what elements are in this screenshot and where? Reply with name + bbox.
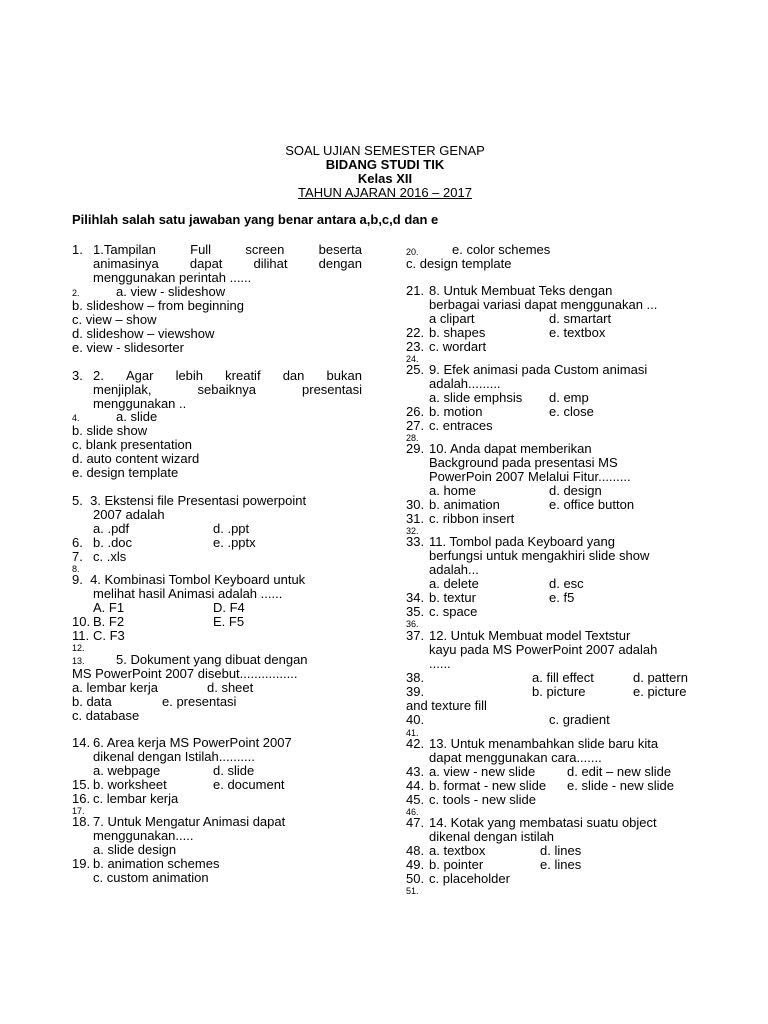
question-10-line2: Background pada presentasi MS — [429, 455, 618, 470]
option-c: c. blank presentation — [72, 437, 192, 452]
option-d: d. emp — [549, 390, 589, 405]
option-b: b. pointer — [429, 857, 484, 872]
question-9: 9. Efek animasi pada Custom animasi — [429, 362, 648, 377]
question-14: 14. Kotak yang membatasi suatu object — [429, 815, 657, 830]
item-number: 21. — [406, 283, 425, 298]
option-e: e. f5 — [549, 590, 575, 605]
option-d: d. esc — [549, 576, 584, 591]
option-d: d. slideshow – viewshow — [72, 326, 215, 341]
item-number: 10. — [72, 614, 91, 629]
option-a: a. webpage — [93, 763, 161, 778]
option-b: b. textur — [429, 590, 476, 605]
option-d: d. auto content wizard — [72, 451, 200, 466]
item-number: 50. — [406, 871, 425, 886]
item-number: 7. — [72, 549, 83, 564]
class-title: Kelas XII — [357, 171, 413, 186]
option-e: e. office button — [549, 497, 635, 512]
item-number: 35. — [406, 604, 425, 619]
option-c: c. database — [72, 708, 140, 723]
option-c: c. lembar kerja — [93, 791, 179, 806]
item-number: 28. — [406, 433, 419, 443]
item-number: 41. — [406, 728, 419, 738]
item-number: 43. — [406, 764, 425, 779]
item-number: 49. — [406, 857, 425, 872]
option-a: a. view - slideshow — [116, 284, 226, 299]
item-number: 34. — [406, 590, 425, 605]
question-6: 6. Area kerja MS PowerPoint 2007 — [93, 735, 292, 750]
word: beserta — [318, 242, 362, 257]
word: dan — [282, 368, 305, 383]
item-number: 31. — [406, 511, 425, 526]
item-number: 46. — [406, 807, 419, 817]
option-c: c. entraces — [429, 418, 493, 433]
question-5: 5. Dokument yang dibuat dengan — [116, 652, 308, 667]
option-a: a. slide emphsis — [429, 390, 523, 405]
item-number: 17. — [72, 806, 85, 816]
item-number: 37. — [406, 628, 425, 643]
word: menjiplak, — [93, 382, 152, 397]
option-e-continued: and texture fill — [406, 698, 487, 713]
question-12-line3: ...... — [429, 656, 451, 671]
option-d: d. edit – new slide — [567, 764, 672, 779]
question-3: 5. 3. Ekstensi file Presentasi powerpoint — [72, 493, 307, 508]
item-number: 51. — [406, 886, 419, 896]
exam-title: SOAL UJIAN SEMESTER GENAP — [285, 143, 485, 158]
item-number: 26. — [406, 404, 425, 419]
word: 2. — [93, 368, 104, 383]
subject-title: BIDANG STUDI TIK — [325, 157, 445, 172]
item-number: 3. — [72, 368, 83, 383]
item-number: 36. — [406, 619, 419, 629]
option-b: b. motion — [429, 404, 483, 419]
question-2-line3: menggunakan .. — [93, 396, 187, 411]
option-c: c. design template — [406, 256, 512, 271]
item-number: 13. — [72, 656, 85, 666]
question-2-line2 — [93, 383, 362, 397]
item-number: 32. — [406, 526, 419, 536]
item-number: 38. — [406, 670, 425, 685]
option-b: b. worksheet — [93, 777, 167, 792]
word: lebih — [175, 368, 204, 383]
word: dilihat — [253, 256, 288, 271]
question-12-line2: kayu pada MS PowerPoint 2007 adalah — [429, 642, 658, 657]
option-d: d. pattern — [633, 670, 688, 685]
question-13-line2: dapat menggunakan cara....... — [429, 750, 602, 765]
item-number: 8. — [72, 564, 80, 574]
item-number: 45. — [406, 792, 425, 807]
option-c: c. wordart — [429, 339, 487, 354]
option-a: a. textbox — [429, 843, 486, 858]
option-a: a. slide design — [93, 842, 177, 857]
option-a: a. home — [429, 483, 476, 498]
item-number: 12. — [72, 643, 85, 653]
option-e: e. document — [213, 777, 285, 792]
item-number: 23. — [406, 339, 425, 354]
item-number: 2. — [72, 288, 80, 298]
option-c: c. .xls — [93, 549, 127, 564]
item-number: 20. — [406, 247, 419, 257]
option-e: e. picture — [633, 684, 687, 699]
option-b: b. animation — [429, 497, 500, 512]
question-13: 13. Untuk menambahkan slide baru kita — [429, 736, 659, 751]
option-a: A. F1 — [93, 600, 125, 615]
option-c: c. tools - new slide — [429, 792, 536, 807]
option-c: c. gradient — [549, 712, 610, 727]
option-e: e. design template — [72, 465, 179, 480]
option-b: b. slideshow – from beginning — [72, 298, 244, 313]
question-11-line3: adalah... — [429, 562, 479, 577]
item-number: 18. — [72, 814, 91, 829]
option-c: c. custom animation — [93, 870, 209, 885]
option-c: C. F3 — [93, 628, 125, 643]
item-number: 1. — [72, 242, 83, 257]
option-e: e. lines — [540, 857, 582, 872]
option-a: a. .pdf — [93, 521, 130, 536]
item-number: 29. — [406, 441, 425, 456]
option-e: e. .pptx — [213, 535, 256, 550]
option-c: c. ribbon insert — [429, 511, 515, 526]
item-number: 30. — [406, 497, 425, 512]
option-d: d. sheet — [207, 680, 254, 695]
item-number: 16. — [72, 791, 91, 806]
question-5-line2: MS PowerPoint 2007 disebut................ — [72, 666, 298, 681]
option-b: b. shapes — [429, 325, 486, 340]
item-number: 25. — [406, 362, 425, 377]
option-c: c. space — [429, 604, 478, 619]
option-b: b. picture — [532, 684, 586, 699]
word: dengan — [318, 256, 362, 271]
item-number: 42. — [406, 736, 425, 751]
word: animasinya — [93, 256, 159, 271]
item-number: 44. — [406, 778, 425, 793]
option-a: a. slide — [116, 409, 158, 424]
item-number: 4. — [72, 413, 80, 423]
option-b: b. .doc — [93, 535, 133, 550]
question-4: 9. 4. Kombinasi Tombol Keyboard untuk — [72, 572, 306, 587]
option-e: e. slide - new slide — [567, 778, 674, 793]
question-3-line2: 2007 adalah — [93, 507, 165, 522]
item-number: 27. — [406, 418, 425, 433]
question-6-line2: dikenal dengan Istilah.......... — [93, 749, 255, 764]
item-number: 33. — [406, 534, 425, 549]
option-b: b. format - new slide — [429, 778, 547, 793]
item-number: 15. — [72, 777, 91, 792]
option-b: b. animation schemes — [93, 856, 220, 871]
question-10: 10. Anda dapat memberikan — [429, 441, 592, 456]
word: 1.Tampilan — [93, 242, 156, 257]
option-e: e. close — [549, 404, 594, 419]
academic-year: TAHUN AJARAN 2016 – 2017 — [298, 185, 472, 200]
word: sebaiknya — [197, 382, 257, 397]
item-number: 11. — [72, 628, 90, 643]
option-b: b. data — [72, 694, 112, 709]
question-1-line2 — [93, 257, 362, 271]
item-number: 22. — [406, 325, 425, 340]
item-number: 19. — [72, 856, 91, 871]
question-11-line2: berfungsi untuk mengakhiri slide show — [429, 548, 650, 563]
option-a: a clipart — [429, 311, 475, 326]
word: Full — [190, 242, 212, 257]
question-7: 7. Untuk Mengatur Animasi dapat — [93, 814, 286, 829]
instruction: Pilihlah salah satu jawaban yang benar antara a,b,c,d dan e — [72, 212, 439, 227]
option-b: b. slide show — [72, 423, 148, 438]
option-d: D. F4 — [213, 600, 245, 615]
question-12: 12. Untuk Membuat model Textstur — [429, 628, 631, 643]
item-number: 24. — [406, 354, 419, 364]
question-1-line3: menggunakan perintah ...... — [93, 270, 252, 285]
item-number: 39. — [406, 684, 425, 699]
option-d: d. design — [549, 483, 602, 498]
option-e: e. presentasi — [162, 694, 237, 709]
option-e: e. view - slidesorter — [72, 340, 184, 355]
word: screen — [245, 242, 285, 257]
option-d: d. smartart — [549, 311, 612, 326]
word: Agar — [125, 368, 154, 383]
question-1-line1 — [93, 243, 362, 257]
word: kreatif — [225, 368, 261, 383]
question-8: 8. Untuk Membuat Teks dengan — [429, 283, 613, 298]
option-c: c. placeholder — [429, 871, 510, 886]
option-e: e. textbox — [549, 325, 606, 340]
question-8-line2: berbagai variasi dapat menggunakan ... — [429, 297, 658, 312]
item-number: 40. — [406, 712, 425, 727]
option-b: B. F2 — [93, 614, 125, 629]
option-a: a. lembar kerja — [72, 680, 158, 695]
question-11: 11. Tombol pada Keyboard yang — [429, 534, 615, 549]
option-a: a. fill effect — [532, 670, 594, 685]
item-number: 48. — [406, 843, 425, 858]
item-number: 6. — [72, 535, 83, 550]
item-number: 14. — [72, 735, 91, 750]
question-2-line1 — [93, 369, 362, 383]
word: dapat — [189, 256, 223, 271]
option-a: a. view - new slide — [429, 764, 536, 779]
question-14-line2: dikenal dengan istilah — [429, 829, 555, 844]
question-7-line2: menggunakan..... — [93, 828, 194, 843]
option-d: d. .ppt — [213, 521, 250, 536]
question-10-line3: PowerPoin 2007 Melalui Fitur......... — [429, 469, 631, 484]
option-d: d. lines — [540, 843, 582, 858]
option-c: c. view – show — [72, 312, 157, 327]
word: bukan — [326, 368, 362, 383]
question-4-line2: melihat hasil Animasi adalah ...... — [93, 586, 283, 601]
option-d: d. slide — [213, 763, 255, 778]
word: presentasi — [302, 382, 362, 397]
option-e: E. F5 — [213, 614, 245, 629]
option-a: a. delete — [429, 576, 479, 591]
question-9-line2: adalah......... — [429, 376, 501, 391]
option-e: e. color schemes — [452, 242, 551, 257]
item-number: 47. — [406, 815, 425, 830]
